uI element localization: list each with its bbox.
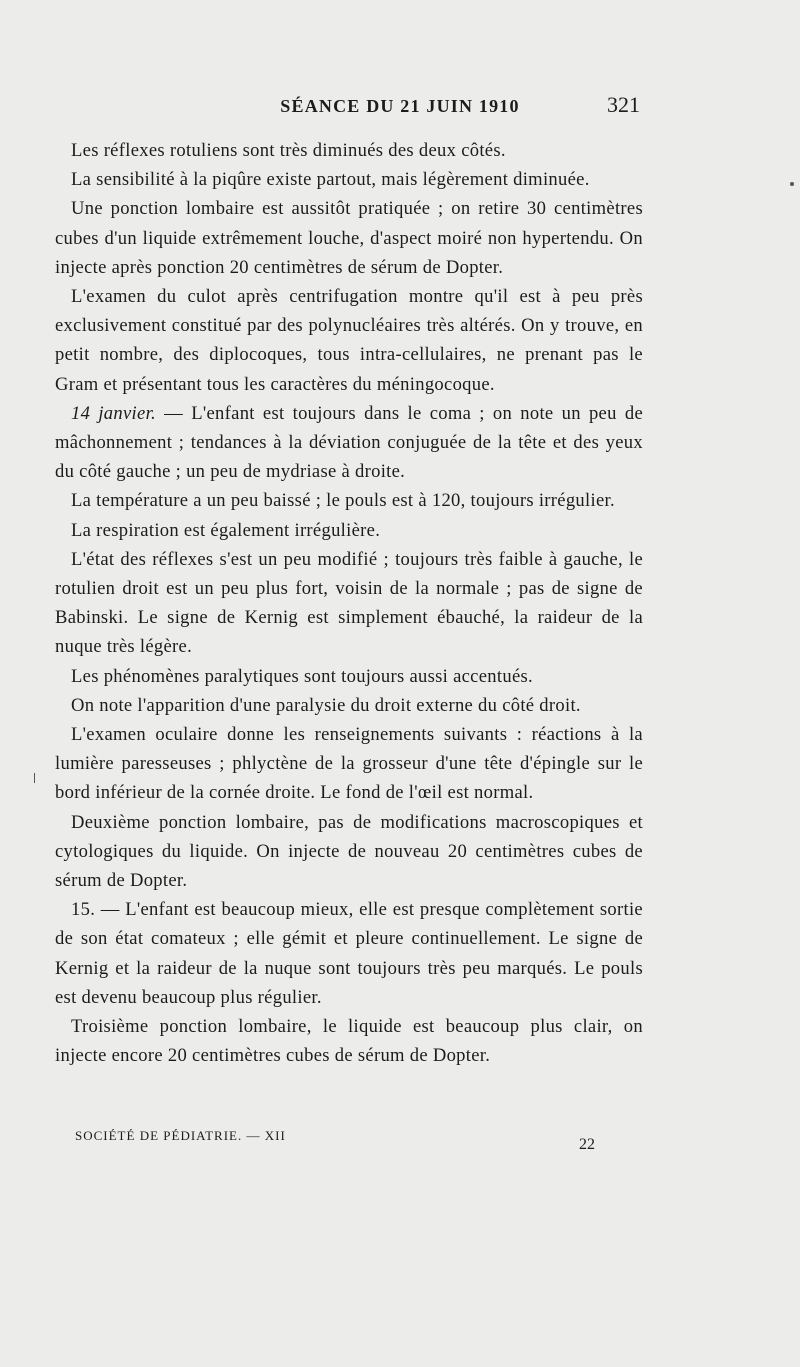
paragraph-text: On note l'apparition d'une paralysie du droit externe du côté droit. [71,694,581,716]
paragraph [55,662,643,691]
paragraph [55,720,643,808]
paragraph-text: Une ponction lombaire est aussitôt pratiquée ; on retire 30 centimètres cubes d'un liquide extrêmement louche, d'aspect moiré non hypertendu. On injecte après ponction 20 centimètres de sérum de Dopter. [55,198,643,278]
paragraph-text: — L'enfant est beaucoup mieux, elle est presque complètement sortie de son état comateux ; elle gémit et pleure continuellement. Le signe de Kernig et la raideur de la nuque sont toujours très peu marqués. Le pouls est devenu beaucoup plus régulier. [55,899,643,1008]
paragraph-text: Troisième ponction lombaire, le liquide est beaucoup plus clair, on injecte encore 20 centimètres cubes de sérum de Dopter. [55,1016,643,1067]
body-text [55,136,643,1071]
paragraph-date: 15. [71,899,96,921]
paragraph [55,282,643,399]
paragraph-text: L'examen oculaire donne les renseignements suivants : réactions à la lumière paresseuses ; phlyctène de la grosseur d'une tête d'épingle sur le bord inférieur de la cornée droite. Le fond de l'œil est normal. [55,724,643,804]
paragraph [55,1012,643,1070]
paragraph-text: Les phénomènes paralytiques sont toujours aussi accentués. [71,665,533,687]
paragraph [55,895,643,1012]
paragraph [55,136,643,165]
paragraph-date: 14 janvier. [71,402,156,424]
paragraph [55,516,643,545]
paragraph-text: L'examen du culot après centrifugation montre qu'il est à peu près exclusivement constitué par des polynucléaires très altérés. On y trouve, en petit nombre, des diplocoques, tous intra-cellulaires, ne prenant pas le Gram et présentant tous les caractères du méningocoque. [55,286,643,395]
paragraph-text: Deuxième ponction lombaire, pas de modifications macroscopiques et cytologiques du liquide. On injecte de nouveau 20 centimètres cubes de sérum de Dopter. [55,811,643,892]
paragraph [55,545,643,662]
print-speck [790,182,794,186]
sheet-number: 22 [579,1136,595,1153]
page-footer [75,1128,595,1154]
paragraph-text: Les réflexes rotuliens sont très diminués des deux côtés. [71,140,506,161]
running-title: SÉANCE DU 21 JUIN 1910 [280,96,520,116]
paragraph-text: L'état des réflexes s'est un peu modifié ; toujours très faible à gauche, le rotulien droit est un peu plus fort, voisin de la normale ; pas de signe de Babinski. Le signe de Kernig est simplement ébauché, la raideur de la nuque très légère. [55,548,643,658]
paragraph [55,808,643,896]
paragraph [55,165,643,194]
paragraph [55,691,643,720]
paragraph [55,486,643,515]
paragraph-text: La température a un peu baissé ; le pouls est à 120, toujours irrégulier. [71,490,615,512]
paragraph [55,194,643,282]
print-speck [34,773,35,783]
paragraph [55,399,643,487]
paragraph-text: La respiration est également irrégulière. [71,519,381,541]
paragraph-text: — L'enfant est toujours dans le coma ; on note un peu de mâchonnement ; tendances à la déviation conjuguée de la tête et des yeux du côté gauche ; un peu de mydriase à droite. [55,402,644,483]
paragraph-text: La sensibilité à la piqûre existe partout, mais légèrement diminuée. [71,169,590,191]
page-header [0,92,800,122]
signature-line: SOCIÉTÉ DE PÉDIATRIE. — XII [75,1128,286,1143]
page-number: 321 [607,92,640,117]
